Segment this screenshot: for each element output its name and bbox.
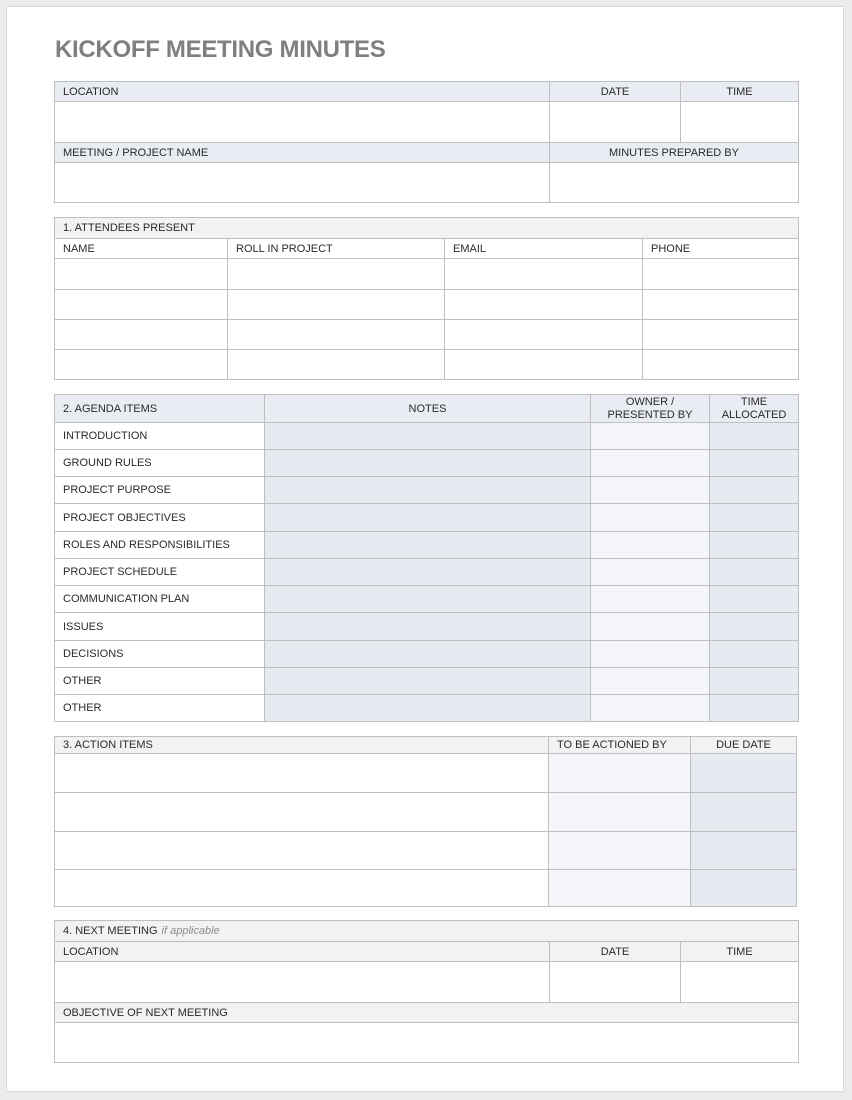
agenda-time-label-line1: TIME: [740, 395, 768, 408]
agenda-owner-label-line1: OWNER /: [625, 395, 675, 408]
attendee-row: [55, 320, 799, 350]
action-owner-cell[interactable]: [549, 832, 691, 870]
project-name-label: MEETING / PROJECT NAME: [55, 143, 550, 163]
attendee-email-cell[interactable]: [445, 350, 643, 380]
agenda-time-cell[interactable]: [710, 668, 799, 695]
agenda-owner-cell[interactable]: [591, 477, 710, 504]
agenda-row: [55, 450, 799, 477]
attendee-name-cell[interactable]: [55, 350, 228, 380]
action-description-cell[interactable]: [55, 793, 549, 832]
action-row: [55, 870, 797, 907]
agenda-time-cell[interactable]: [710, 613, 799, 641]
agenda-time-cell[interactable]: [710, 695, 799, 722]
agenda-owner-cell[interactable]: [591, 586, 710, 613]
next-date-field[interactable]: [550, 962, 681, 1003]
action-row: [55, 754, 797, 793]
attendee-email-cell[interactable]: [445, 259, 643, 290]
action-row: [55, 832, 797, 870]
next-meeting-section-title: [55, 921, 799, 942]
agenda-notes-cell[interactable]: [265, 423, 591, 450]
next-meeting-table: [54, 920, 799, 1063]
attendee-name-cell[interactable]: [55, 320, 228, 350]
objective-field[interactable]: [55, 1023, 799, 1063]
agenda-notes-cell[interactable]: [265, 695, 591, 722]
agenda-row: [55, 504, 799, 532]
attendee-role-cell[interactable]: [228, 350, 445, 380]
attendees-col-name: NAME: [55, 239, 228, 259]
agenda-item-label: OTHER: [55, 695, 265, 722]
attendee-role-cell[interactable]: [228, 259, 445, 290]
time-label: TIME: [681, 82, 799, 102]
agenda-row: [55, 641, 799, 668]
attendee-role-cell[interactable]: [228, 290, 445, 320]
action-items-table: [54, 736, 797, 907]
agenda-row: [55, 423, 799, 450]
attendees-col-phone: PHONE: [643, 239, 799, 259]
attendee-email-cell[interactable]: [445, 290, 643, 320]
agenda-time-cell[interactable]: [710, 450, 799, 477]
location-field[interactable]: [55, 102, 550, 143]
next-date-label: DATE: [550, 942, 681, 962]
agenda-time-cell[interactable]: [710, 423, 799, 450]
project-name-field[interactable]: [55, 163, 550, 203]
due-date-label: DUE DATE: [691, 737, 797, 754]
objective-label: OBJECTIVE OF NEXT MEETING: [55, 1003, 799, 1023]
agenda-notes-cell[interactable]: [265, 668, 591, 695]
next-location-label: LOCATION: [55, 942, 550, 962]
agenda-row: [55, 532, 799, 559]
attendee-name-cell[interactable]: [55, 290, 228, 320]
agenda-time-cell[interactable]: [710, 532, 799, 559]
agenda-item-label: ISSUES: [55, 613, 265, 641]
agenda-owner-cell[interactable]: [591, 668, 710, 695]
agenda-owner-label-line2: PRESENTED BY: [607, 408, 693, 421]
agenda-owner-cell[interactable]: [591, 450, 710, 477]
agenda-item-label: GROUND RULES: [55, 450, 265, 477]
prepared-by-field[interactable]: [550, 163, 799, 203]
action-row: [55, 793, 797, 832]
agenda-notes-cell[interactable]: [265, 504, 591, 532]
agenda-owner-cell[interactable]: [591, 559, 710, 586]
agenda-item-label: PROJECT SCHEDULE: [55, 559, 265, 586]
next-time-label: TIME: [681, 942, 799, 962]
agenda-time-cell[interactable]: [710, 504, 799, 532]
agenda-time-cell[interactable]: [710, 641, 799, 668]
agenda-row: [55, 559, 799, 586]
agenda-owner-cell[interactable]: [591, 695, 710, 722]
action-description-cell[interactable]: [55, 832, 549, 870]
agenda-row: [55, 668, 799, 695]
attendee-email-cell[interactable]: [445, 320, 643, 350]
agenda-row: [55, 613, 799, 641]
agenda-item-label: ROLES AND RESPONSIBILITIES: [55, 532, 265, 559]
meeting-info-table: [54, 81, 799, 203]
action-owner-cell[interactable]: [549, 870, 691, 907]
agenda-owner-cell[interactable]: [591, 423, 710, 450]
date-field[interactable]: [550, 102, 681, 143]
attendee-role-cell[interactable]: [228, 320, 445, 350]
agenda-table: [54, 394, 799, 722]
next-meeting-title-text: 4. NEXT MEETING: [63, 925, 158, 937]
agenda-row: [55, 477, 799, 504]
agenda-notes-cell[interactable]: [265, 450, 591, 477]
attendee-row: [55, 290, 799, 320]
action-owner-cell[interactable]: [549, 793, 691, 832]
time-field[interactable]: [681, 102, 799, 143]
agenda-item-label: PROJECT OBJECTIVES: [55, 504, 265, 532]
agenda-notes-cell[interactable]: [265, 613, 591, 641]
attendee-phone-cell[interactable]: [643, 259, 799, 290]
attendees-table: [54, 217, 799, 380]
agenda-notes-cell[interactable]: [265, 477, 591, 504]
prepared-by-label: MINUTES PREPARED BY: [550, 143, 799, 163]
agenda-item-label: COMMUNICATION PLAN: [55, 586, 265, 613]
next-meeting-hint: if applicable: [161, 925, 220, 937]
agenda-item-label: INTRODUCTION: [55, 423, 265, 450]
attendee-phone-cell[interactable]: [643, 290, 799, 320]
agenda-row: [55, 586, 799, 613]
agenda-owner-label: [591, 395, 710, 423]
agenda-item-label: OTHER: [55, 668, 265, 695]
agenda-time-cell[interactable]: [710, 477, 799, 504]
actions-section-title: 3. ACTION ITEMS: [55, 737, 549, 754]
agenda-time-cell[interactable]: [710, 559, 799, 586]
agenda-notes-cell[interactable]: [265, 532, 591, 559]
attendee-name-cell[interactable]: [55, 259, 228, 290]
action-due-cell[interactable]: [691, 793, 797, 832]
agenda-time-label-line2: ALLOCATED: [721, 408, 787, 421]
next-time-field[interactable]: [681, 962, 799, 1003]
attendees-col-role: ROLL IN PROJECT: [228, 239, 445, 259]
next-location-field[interactable]: [55, 962, 550, 1003]
agenda-row: [55, 695, 799, 722]
agenda-section-title: 2. AGENDA ITEMS: [55, 395, 265, 423]
attendee-phone-cell[interactable]: [643, 350, 799, 380]
action-due-cell[interactable]: [691, 754, 797, 793]
attendee-row: [55, 350, 799, 380]
attendees-col-email: EMAIL: [445, 239, 643, 259]
agenda-owner-cell[interactable]: [591, 613, 710, 641]
attendee-row: [55, 259, 799, 290]
attendees-section-title: 1. ATTENDEES PRESENT: [55, 218, 799, 239]
action-description-cell[interactable]: [55, 754, 549, 793]
action-description-cell[interactable]: [55, 870, 549, 907]
agenda-owner-cell[interactable]: [591, 532, 710, 559]
location-label: LOCATION: [55, 82, 550, 102]
action-due-cell[interactable]: [691, 832, 797, 870]
agenda-time-label: [710, 395, 799, 423]
action-owner-cell[interactable]: [549, 754, 691, 793]
agenda-item-label: DECISIONS: [55, 641, 265, 668]
agenda-notes-cell[interactable]: [265, 559, 591, 586]
agenda-notes-label: NOTES: [265, 395, 591, 423]
attendee-phone-cell[interactable]: [643, 320, 799, 350]
agenda-owner-cell[interactable]: [591, 504, 710, 532]
date-label: DATE: [550, 82, 681, 102]
agenda-notes-cell[interactable]: [265, 641, 591, 668]
action-due-cell[interactable]: [691, 870, 797, 907]
actioned-by-label: TO BE ACTIONED BY: [549, 737, 691, 754]
page-title: KICKOFF MEETING MINUTES: [55, 36, 386, 63]
agenda-owner-cell[interactable]: [591, 641, 710, 668]
agenda-item-label: PROJECT PURPOSE: [55, 477, 265, 504]
agenda-time-cell[interactable]: [710, 586, 799, 613]
agenda-notes-cell[interactable]: [265, 586, 591, 613]
